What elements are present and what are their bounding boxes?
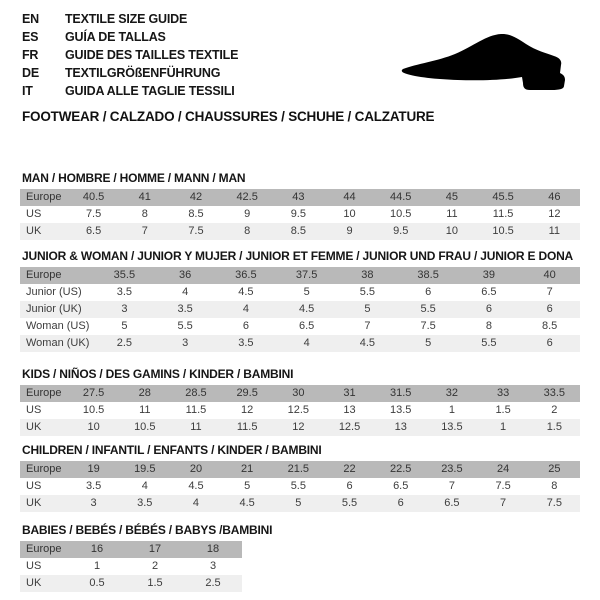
size-cell: 4 — [182, 286, 189, 298]
size-cell: 1 — [93, 560, 101, 572]
size-cell: 11 — [139, 404, 151, 416]
size-cell: 10.5 — [390, 208, 412, 220]
size-table-section — [20, 367, 580, 436]
size-cell: 5.5 — [420, 303, 436, 315]
size-table-section — [20, 249, 580, 352]
row-label: US — [26, 404, 42, 416]
size-cell: 5.5 — [177, 320, 193, 332]
size-cell: 2.5 — [205, 577, 221, 589]
size-cell: 8.5 — [290, 225, 306, 237]
size-cell: 5.5 — [341, 497, 358, 509]
table-title: MAN / HOMBRE / HOMME / MANN / MAN — [22, 171, 246, 185]
size-cell: 38 — [361, 269, 374, 281]
table-row — [20, 284, 580, 301]
size-cell: 31.5 — [390, 387, 412, 399]
size-cell: 5.5 — [481, 337, 497, 349]
size-cell: 3 — [182, 337, 189, 349]
size-cell: 6 — [546, 303, 553, 315]
size-cell: 7 — [448, 480, 455, 492]
size-cell: 7.5 — [546, 497, 562, 509]
row-label: Junior (UK) — [26, 303, 82, 315]
size-cell: 12 — [241, 404, 254, 416]
size-cell: 1.5 — [147, 577, 163, 589]
size-cell: 39 — [482, 269, 495, 281]
size-cell: 8 — [244, 225, 251, 237]
table-row — [20, 335, 580, 352]
size-cell: 4 — [303, 337, 310, 349]
language-code: EN — [22, 12, 39, 26]
language-label: TEXTILE SIZE GUIDE — [65, 12, 188, 26]
table-row — [20, 558, 242, 575]
size-cell: 1 — [448, 404, 455, 416]
size-cell: 43 — [292, 191, 305, 203]
size-cell: 40 — [543, 269, 556, 281]
size-cell: 44.5 — [390, 191, 412, 203]
size-cell: 12.5 — [287, 404, 310, 416]
size-cell: 3 — [209, 560, 217, 572]
size-cell: 11.5 — [492, 208, 514, 220]
size-cell: 19 — [87, 463, 100, 475]
size-cell: 5 — [425, 337, 432, 349]
size-cell: 8 — [485, 320, 492, 332]
size-cell: 31 — [343, 387, 356, 399]
table-title: KIDS / NIÑOS / DES GAMINS / KINDER / BAMBINI — [22, 367, 294, 381]
table-header-row — [20, 267, 580, 284]
size-cell: 11 — [548, 225, 561, 237]
row-label: UK — [26, 225, 42, 237]
language-code: FR — [22, 48, 39, 62]
size-cell: 10.5 — [134, 421, 156, 433]
size-cell: 10.5 — [82, 404, 105, 416]
language-label: TEXTILGRÖßENFÜHRUNG — [65, 66, 221, 80]
size-cell: 4 — [242, 303, 249, 315]
size-cell: 2 — [551, 404, 558, 416]
size-cell: 5.5 — [359, 286, 376, 298]
size-cell: 11.5 — [236, 421, 258, 433]
row-label: UK — [26, 421, 42, 433]
size-cell: 9 — [346, 225, 353, 237]
language-code: DE — [22, 66, 39, 80]
row-label: Europe — [26, 463, 62, 475]
size-cell: 4.5 — [238, 286, 254, 298]
table-row — [20, 495, 580, 512]
size-cell: 16 — [90, 543, 104, 555]
size-cell: 5 — [364, 303, 371, 315]
size-cell: 32 — [445, 387, 459, 399]
size-cell: 42.5 — [236, 191, 258, 203]
size-cell: 13.5 — [390, 404, 412, 416]
row-label: Europe — [26, 543, 62, 555]
size-cell: 8.5 — [541, 320, 558, 332]
size-cell: 6 — [346, 480, 353, 492]
table-row — [20, 478, 580, 495]
size-cell: 40.5 — [82, 191, 105, 203]
size-cell: 7.5 — [85, 208, 102, 220]
row-label: Woman (UK) — [26, 337, 90, 349]
size-cell: 13 — [343, 404, 356, 416]
size-cell: 2 — [151, 560, 159, 572]
size-cell: 36.5 — [235, 269, 257, 281]
size-cell: 6.5 — [85, 225, 102, 237]
table-row — [20, 223, 580, 240]
size-cell: 11.5 — [185, 404, 207, 416]
size-cell: 45.5 — [492, 191, 514, 203]
size-cell: 6.5 — [298, 320, 315, 332]
size-cell: 1.5 — [495, 404, 511, 416]
size-cell: 4.5 — [188, 480, 204, 492]
size-cell: 45 — [445, 191, 459, 203]
row-label: Europe — [26, 269, 62, 281]
size-cell: 3.5 — [116, 286, 133, 298]
size-cell: 13.5 — [441, 421, 463, 433]
size-cell: 38.5 — [417, 269, 439, 281]
size-cell: 22 — [343, 463, 356, 475]
table-row — [20, 419, 580, 436]
table-header-row — [20, 189, 580, 206]
size-cell: 28.5 — [185, 387, 207, 399]
size-cell: 3.5 — [137, 497, 153, 509]
language-code: IT — [22, 84, 33, 98]
category-title: FOOTWEAR / CALZADO / CHAUSSURES / SCHUHE / CALZATURE — [22, 109, 435, 124]
size-cell: 11 — [446, 208, 458, 220]
size-cell: 25 — [548, 463, 561, 475]
size-cell: 5.5 — [290, 480, 306, 492]
size-cell: 36 — [179, 269, 192, 281]
size-cell: 9.5 — [393, 225, 409, 237]
size-cell: 6 — [425, 286, 432, 298]
size-cell: 7.5 — [188, 225, 204, 237]
size-cell: 8 — [141, 208, 148, 220]
table-header-row — [20, 541, 242, 558]
size-cell: 4.5 — [239, 497, 255, 509]
size-cell: 5 — [244, 480, 251, 492]
table-title: CHILDREN / INFANTIL / ENFANTS / KINDER / BAMBINI — [22, 443, 322, 457]
size-cell: 7 — [364, 320, 371, 332]
size-table — [20, 267, 580, 352]
size-cell: 21 — [241, 463, 254, 475]
size-cell: 7.5 — [495, 480, 511, 492]
size-cell: 12.5 — [338, 421, 361, 433]
table-title: BABIES / BEBÉS / BÉBÉS / BABYS /BAMBINI — [22, 523, 273, 537]
size-cell: 20 — [189, 463, 203, 475]
size-cell: 21.5 — [287, 463, 310, 475]
size-cell: 46 — [548, 191, 561, 203]
size-cell: 10.5 — [492, 225, 514, 237]
size-cell: 4 — [192, 497, 200, 509]
size-table — [20, 189, 580, 240]
size-table-section — [20, 443, 580, 512]
row-label: Europe — [26, 191, 62, 203]
size-cell: 3 — [90, 497, 97, 509]
table-row — [20, 402, 580, 419]
size-cell: 6 — [397, 497, 404, 509]
size-cell: 0.5 — [89, 577, 105, 589]
size-cell: 7.5 — [420, 320, 436, 332]
size-cell: 18 — [206, 543, 220, 555]
size-cell: 11 — [190, 421, 202, 433]
row-label: Woman (US) — [26, 320, 90, 332]
size-cell: 3.5 — [238, 337, 254, 349]
size-cell: 24 — [496, 463, 510, 475]
size-cell: 1.5 — [546, 421, 562, 433]
row-label: UK — [26, 577, 42, 589]
size-cell: 6 — [546, 337, 553, 349]
size-cell: 6.5 — [393, 480, 409, 492]
size-cell: 13 — [394, 421, 407, 433]
size-cell: 33 — [496, 387, 510, 399]
row-label: Junior (US) — [26, 286, 82, 298]
table-row — [20, 575, 242, 592]
size-cell: 30 — [292, 387, 305, 399]
row-label: US — [26, 208, 42, 220]
size-cell: 7 — [500, 497, 507, 509]
size-cell: 6 — [485, 303, 492, 315]
size-cell: 10 — [87, 421, 100, 433]
row-label: Europe — [26, 387, 62, 399]
size-cell: 6 — [242, 320, 249, 332]
row-label: US — [26, 480, 42, 492]
row-label: US — [26, 560, 42, 572]
size-cell: 4 — [141, 480, 148, 492]
size-cell: 33.5 — [543, 387, 566, 399]
language-label: GUIDE DES TAILLES TEXTILE — [65, 48, 239, 62]
size-cell: 7 — [141, 225, 148, 237]
size-cell: 44 — [343, 191, 356, 203]
row-label: UK — [26, 497, 42, 509]
table-row — [20, 301, 580, 318]
size-cell: 8.5 — [188, 208, 204, 220]
size-cell: 3.5 — [177, 303, 193, 315]
size-cell: 23.5 — [441, 463, 463, 475]
size-cell: 1 — [500, 421, 507, 433]
size-cell: 17 — [148, 543, 162, 555]
table-row — [20, 318, 580, 335]
size-cell: 27.5 — [82, 387, 105, 399]
size-cell: 3 — [121, 303, 128, 315]
size-cell: 37.5 — [295, 269, 318, 281]
size-table — [20, 541, 242, 592]
size-cell: 6.5 — [444, 497, 460, 509]
size-cell: 7 — [546, 286, 553, 298]
size-cell: 41 — [138, 191, 151, 203]
size-cell: 22.5 — [390, 463, 412, 475]
size-cell: 29.5 — [236, 387, 258, 399]
size-table — [20, 461, 580, 512]
size-cell: 6.5 — [481, 286, 497, 298]
size-cell: 10 — [445, 225, 459, 237]
size-cell: 28 — [138, 387, 151, 399]
size-cell: 9.5 — [290, 208, 306, 220]
size-cell: 35.5 — [113, 269, 136, 281]
size-table-section — [20, 523, 272, 592]
language-code: ES — [22, 30, 39, 44]
table-row — [20, 206, 580, 223]
table-title: JUNIOR & WOMAN / JUNIOR Y MUJER / JUNIOR ET FEMME / JUNIOR UND FRAU / JUNIOR E DONA — [22, 249, 574, 263]
size-cell: 3.5 — [85, 480, 102, 492]
size-cell: 10 — [343, 208, 356, 220]
size-cell: 9 — [244, 208, 251, 220]
size-cell: 12 — [548, 208, 561, 220]
size-cell: 4.5 — [298, 303, 315, 315]
size-cell: 12 — [292, 421, 305, 433]
language-label: GUIDA ALLE TAGLIE TESSILI — [65, 84, 235, 98]
size-cell: 2.5 — [116, 337, 133, 349]
size-cell: 5 — [121, 320, 128, 332]
size-cell: 4.5 — [359, 337, 376, 349]
size-cell: 8 — [551, 480, 558, 492]
table-header-row — [20, 461, 580, 478]
language-label: GUÍA DE TALLAS — [65, 30, 166, 44]
size-table-section — [20, 171, 580, 240]
size-cell: 19.5 — [134, 463, 156, 475]
size-cell: 42 — [189, 191, 203, 203]
size-cell: 5 — [303, 286, 310, 298]
size-table — [20, 385, 580, 436]
size-cell: 5 — [295, 497, 302, 509]
table-header-row — [20, 385, 580, 402]
